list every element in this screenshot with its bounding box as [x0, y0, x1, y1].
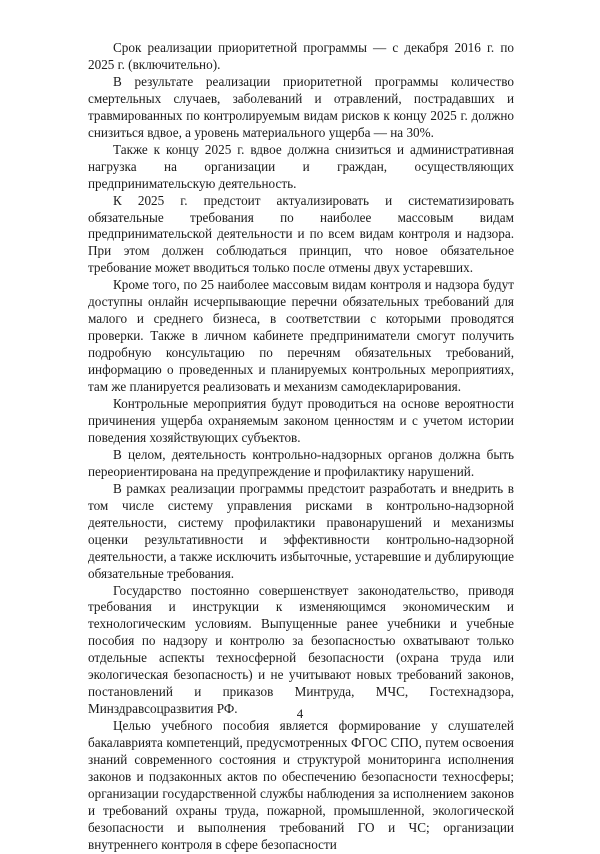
paragraph: Срок реализации приоритетной программы — с декабря 2016 г. по 2025 г. (включительно). [88, 40, 514, 72]
paragraph: Целью учебного пособия является формирование у слушателей бакалаврията компетенций, предусмотренных ФГОС СПО, путем освоения знаний современного состояния и структурой мониторинга исполнения законов и подзаконных актов по обеспечению безопасности техносферы; организации государственной службы наблюдения за исполнением законов и требований охраны труда, пожарной, промышленной, экологической безопасности и выполнения требований ГО и ЧС; организации внутреннего контроля в сфере безопасности [88, 718, 514, 852]
paragraph: К 2025 г. предстоит актуализировать и систематизировать обязательные требования по наиболее массовым видам предпринимательской деятельности и по всем видам контроля и надзора. При этом должен соблюдаться принцип, что новое обязательное требование может вводиться только после отмены двух устаревших. [88, 192, 514, 276]
paragraph: В результате реализации приоритетной программы количество смертельных случаев, заболеваний и отравлений, пострадавших и травмированных по контролируемым видам рисков к концу 2025 г. должно снизиться вдвое, а уровень материального ущерба — на 30%. [88, 73, 514, 140]
text-body [88, 40, 514, 854]
paragraph: Государство постоянно совершенствует законодательство, приводя требования и инструкции к изменяющимся экономическим и технологическим условиям. Выпущенные ранее учебники и учебные пособия по надзору и контролю за безопасностью охватывают только отдельные аспекты техносферной безопасности (охрана труда или экологическая безопасность) и не учитывают новых требований законов, постановлений и приказов Минтруда, МЧС, Гостехнадзора, Минздравсоцразвития РФ. [88, 582, 514, 717]
paragraph: В целом, деятельность контрольно-надзорных органов должна быть переориентирована на предупреждение и профилактику нарушений. [88, 446, 514, 479]
page-number: 4 [296, 706, 304, 721]
paragraph: Кроме того, по 25 наиболее массовым видам контроля и надзора будут доступны онлайн исчерпывающие перечни обязательных требований для малого и среднего бизнеса, в соответствии с которыми проводятся проверки. Также в личном кабинете предприниматели смогут получить подробную консультацию по перечням обязательных требований, информацию о проведенных и планируемых контрольных мероприятиях, там же планируется реализовать и механизм самодекларирования. [88, 277, 514, 395]
paragraph: Контрольные мероприятия будут проводиться на основе вероятности причинения ущерба охраняемым законом ценностям и с учетом истории поведения хозяйствующих субъектов. [88, 396, 514, 445]
paragraph: В рамках реализации программы предстоит разработать и внедрить в том числе систему управления рисками в контрольно-надзорной деятельности, систему профилактики правонарушений и механизмы оценки результативности и эффективности контрольно-надзорной деятельности, а также исключить избыточные, устаревшие и дублирующие обязательные требования. [88, 480, 514, 581]
paragraph: Также к концу 2025 г. вдвое должна снизиться и административная нагрузка на организации и граждан, осуществляющих предпринимательскую деятельность. [88, 141, 514, 191]
